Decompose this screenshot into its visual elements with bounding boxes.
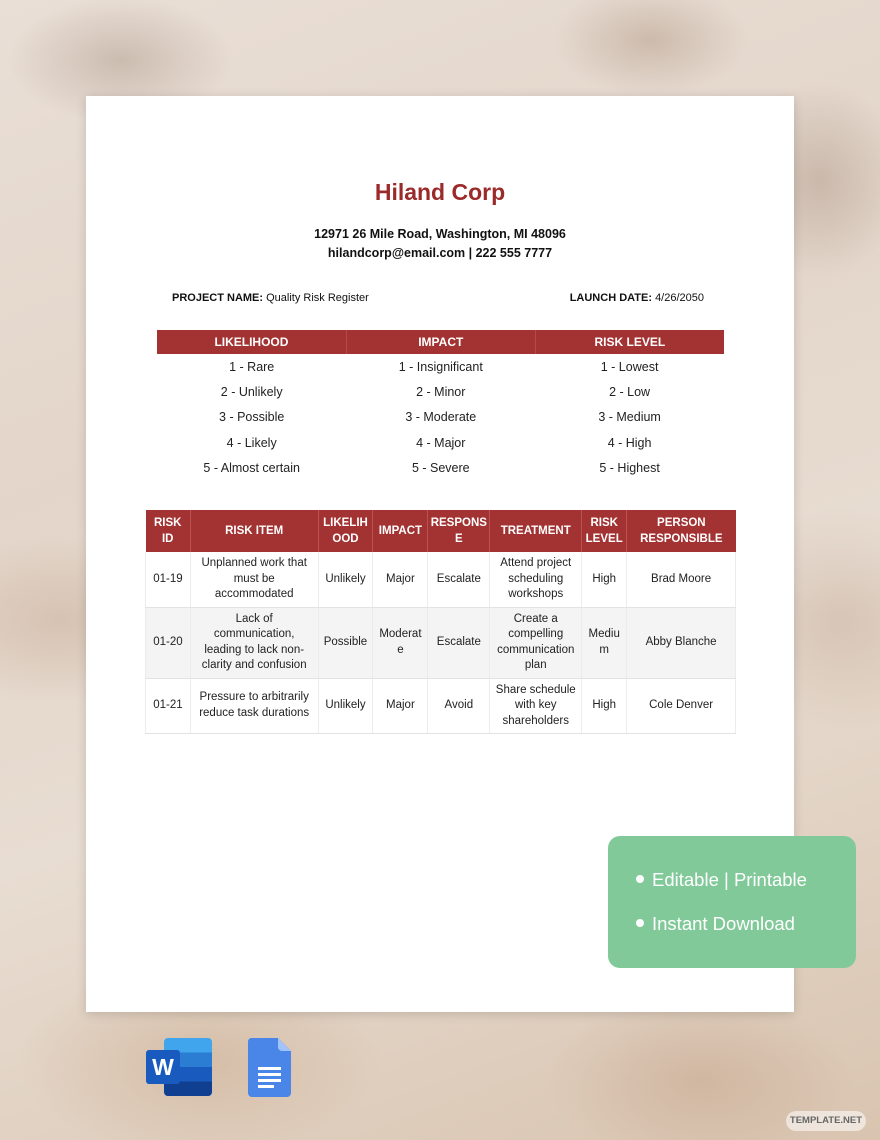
likelihood-cell: Unlikely	[318, 678, 373, 734]
feature-editable	[636, 869, 807, 891]
launch-date-label: LAUNCH DATE:	[569, 292, 652, 304]
likelihood-cell: Unlikely	[318, 552, 373, 607]
legend-row	[157, 354, 724, 379]
impact-cell: Major	[373, 678, 428, 734]
table-row	[146, 678, 736, 734]
risk-id-cell: 01-21	[146, 678, 191, 734]
risk-id-cell: 01-19	[146, 552, 191, 607]
risk-level-cell: High	[582, 552, 627, 607]
legend-cell: 1 - Insignificant	[398, 359, 483, 374]
feature-download-label: Instant Download	[652, 913, 795, 934]
legend-cell: 2 - Unlikely	[220, 385, 283, 400]
google-docs-icon[interactable]	[248, 1038, 291, 1097]
legend-cell: 2 - Minor	[416, 385, 466, 400]
legend-row	[157, 456, 724, 481]
legend-cell: 1 - Lowest	[600, 359, 659, 374]
header-impact: IMPACT	[373, 510, 428, 552]
company-contact: hilandcorp@email.com | 222 555 7777	[327, 246, 553, 260]
legend-row	[157, 430, 724, 455]
header-risk-id: RISK ID	[146, 510, 191, 552]
legend-cell: 3 - Medium	[598, 410, 661, 425]
legend-cell: 4 - High	[607, 435, 652, 450]
legend-cell: 1 - Rare	[229, 359, 275, 374]
launch-date-value: 4/26/2050	[655, 292, 704, 304]
legend-cell: 5 - Severe	[411, 461, 470, 476]
company-address: 12971 26 Mile Road, Washington, MI 48096	[314, 227, 566, 241]
treatment-cell: Attend project scheduling workshops	[490, 552, 582, 607]
project-name-value: Quality Risk Register	[266, 292, 369, 304]
legend-cell: 4 - Likely	[226, 435, 277, 450]
feature-download	[636, 913, 795, 935]
person-cell: Brad Moore	[627, 552, 736, 607]
header-treatment: TREATMENT	[490, 510, 582, 552]
company-name: Hiland Corp	[374, 179, 506, 205]
legend-cell: 3 - Moderate	[405, 410, 477, 425]
legend-header-risk-level: RISK LEVEL	[535, 330, 724, 354]
treatment-cell: Share schedule with key shareholders	[490, 678, 582, 734]
rating-legend-table	[157, 330, 724, 481]
legend-header-row	[157, 330, 724, 354]
legend-cell: 4 - Major	[416, 435, 466, 450]
legend-cell: 2 - Low	[609, 385, 651, 400]
header-risk-item: RISK ITEM	[190, 510, 318, 552]
word-icon[interactable]	[146, 1038, 212, 1096]
project-name-label: PROJECT NAME:	[172, 292, 264, 304]
legend-header-impact: IMPACT	[346, 330, 535, 354]
header-response: RESPONSE	[428, 510, 490, 552]
legend-header-likelihood: LIKELIHOOD	[157, 330, 346, 354]
treatment-cell: Create a compelling communication plan	[490, 607, 582, 678]
response-cell: Escalate	[428, 552, 490, 607]
legend-row	[157, 405, 724, 430]
person-cell: Abby Blanche	[627, 607, 736, 678]
person-cell: Cole Denver	[627, 678, 736, 734]
table-row	[146, 607, 736, 678]
template-net-watermark: TEMPLATE.NET	[786, 1111, 866, 1131]
risk-item-cell: Lack of communication, leading to lack non-clarity and confusion	[190, 607, 318, 678]
risk-register-table	[145, 510, 736, 734]
project-name	[172, 292, 369, 304]
word-icon-letter: W	[152, 1054, 174, 1080]
impact-cell: Major	[373, 552, 428, 607]
risk-item-cell: Pressure to arbitrarily reduce task durations	[190, 678, 318, 734]
register-header-row	[146, 510, 736, 552]
legend-cell: 5 - Highest	[599, 461, 660, 476]
table-row	[146, 552, 736, 607]
legend-cell: 5 - Almost certain	[203, 461, 300, 476]
risk-item-cell: Unplanned work that must be accommodated	[190, 552, 318, 607]
bullet-icon	[636, 919, 644, 927]
bullet-icon	[636, 875, 644, 883]
risk-id-cell: 01-20	[146, 607, 191, 678]
header-likelihood: LIKELIHOOD	[318, 510, 373, 552]
features-badge	[608, 836, 856, 968]
response-cell: Avoid	[428, 678, 490, 734]
feature-editable-label: Editable | Printable	[652, 869, 807, 890]
risk-level-cell: Medium	[582, 607, 627, 678]
legend-cell: 3 - Possible	[219, 410, 285, 425]
header-risk-level: RISK LEVEL	[582, 510, 627, 552]
risk-level-cell: High	[582, 678, 627, 734]
header-person-responsible: PERSON RESPONSIBLE	[627, 510, 736, 552]
response-cell: Escalate	[428, 607, 490, 678]
launch-date	[570, 292, 704, 304]
legend-row	[157, 379, 724, 404]
likelihood-cell: Possible	[318, 607, 373, 678]
impact-cell: Moderate	[373, 607, 428, 678]
